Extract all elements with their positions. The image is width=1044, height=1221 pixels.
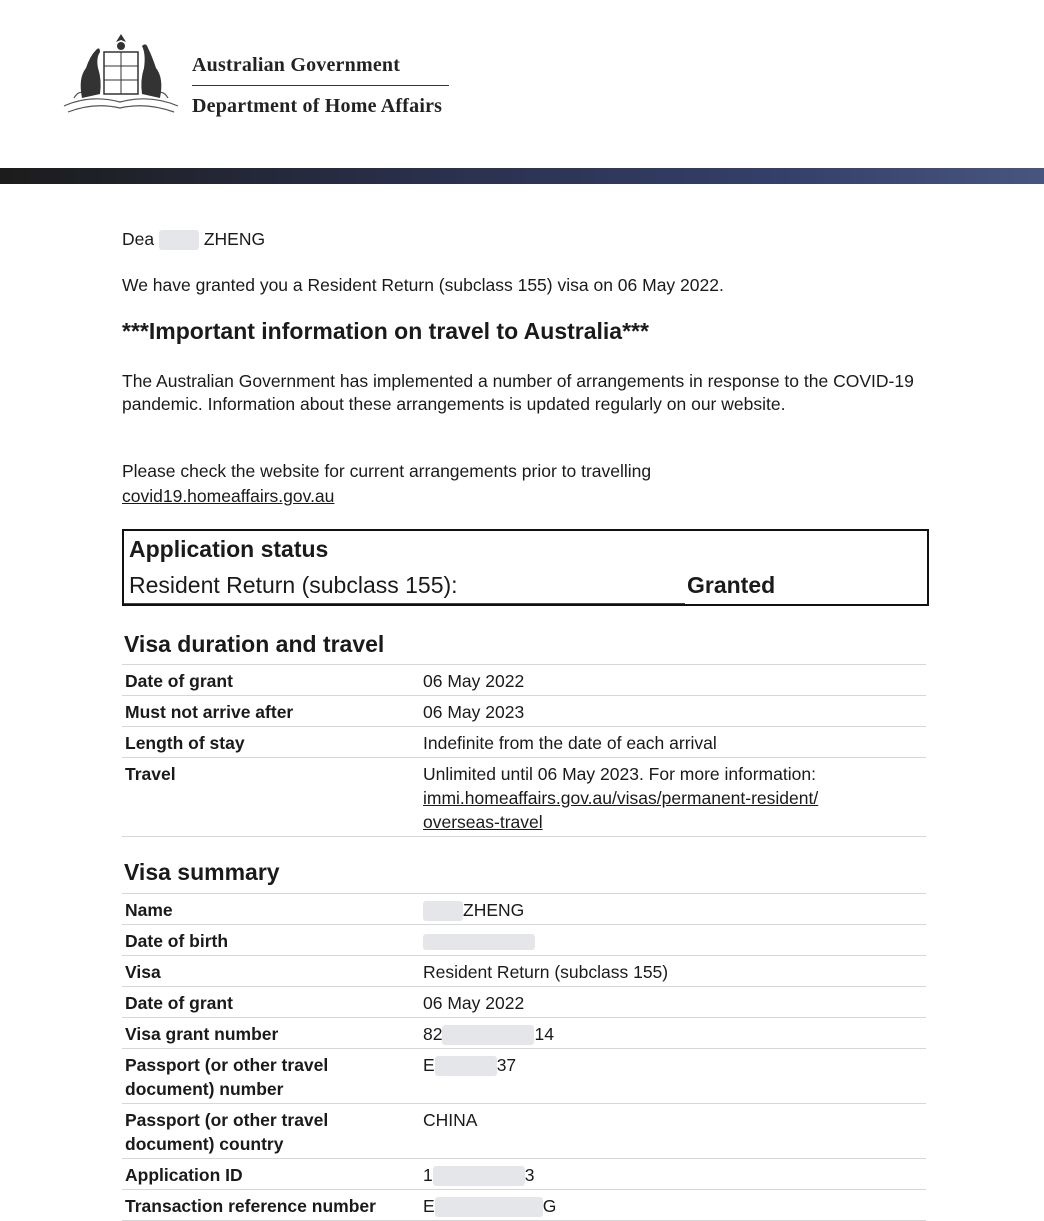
application-status-value: Granted	[687, 572, 776, 598]
visa-duration-title: Visa duration and travel	[124, 631, 385, 657]
government-name: Australian Government	[192, 54, 401, 76]
table-row	[122, 757, 926, 837]
letterhead	[0, 0, 1044, 168]
value-suffix: 37	[496, 1055, 517, 1075]
application-status-visa-type: Resident Return (subclass 155):	[129, 572, 458, 598]
table-row	[122, 955, 926, 986]
redacted-value	[435, 1197, 543, 1217]
agency-name	[192, 54, 449, 118]
redacted-value	[433, 1166, 525, 1186]
value-prefix: E	[423, 1196, 435, 1216]
row-label: Visa grant number	[125, 1024, 279, 1044]
table-row	[122, 1103, 926, 1158]
value-prefix: 1	[423, 1165, 433, 1185]
visa-summary-table	[122, 893, 926, 1221]
salutation	[122, 228, 265, 251]
row-value	[423, 898, 923, 922]
row-label: Application ID	[125, 1165, 243, 1185]
value-suffix: 3	[524, 1165, 535, 1185]
name-value: ZHENG	[463, 900, 525, 920]
grant-notice: We have granted you a Resident Return (subclass 155) visa on 06 May 2022.	[122, 275, 724, 295]
check-website-block	[122, 460, 651, 508]
department-name: Department of Home Affairs	[192, 95, 443, 117]
salutation-prefix: Dea	[122, 229, 155, 249]
table-row	[122, 1158, 926, 1189]
travel-text: Unlimited until 06 May 2023. For more information:	[423, 764, 816, 784]
agency-divider	[192, 85, 449, 86]
table-row	[122, 893, 926, 924]
travel-link-continued[interactable]: overseas-travel	[423, 812, 543, 832]
visa-summary-title: Visa summary	[124, 859, 280, 885]
redacted-value	[435, 1056, 497, 1076]
row-label: Date of grant	[125, 993, 233, 1013]
row-label: Date of grant	[125, 671, 233, 691]
salutation-surname: ZHENG	[203, 229, 266, 249]
row-label: Visa	[125, 962, 161, 982]
row-value: 06 May 2023	[423, 702, 525, 722]
row-label: Must not arrive after	[125, 702, 294, 722]
table-row	[122, 1189, 926, 1221]
value-prefix: 82	[423, 1024, 443, 1044]
row-label: Travel	[125, 764, 176, 784]
covid-link[interactable]: covid19.homeaffairs.gov.au	[122, 486, 335, 506]
table-row	[122, 664, 926, 695]
table-row	[122, 986, 926, 1017]
visa-duration-table	[122, 664, 926, 837]
travel-link[interactable]: immi.homeaffairs.gov.au/visas/permanent-resident/	[423, 788, 819, 808]
redacted-value	[423, 934, 535, 950]
row-value	[423, 1022, 923, 1046]
covid-paragraph: The Australian Government has implemented a number of arrangements in response to the COVID-19 pandemic. Information about these arrangements is updated regularly on our website.	[122, 371, 914, 414]
value-prefix: E	[423, 1055, 435, 1075]
row-value	[423, 1163, 923, 1187]
coat-of-arms-icon	[60, 28, 182, 120]
row-value: 06 May 2022	[423, 671, 525, 691]
check-text: Please check the website for current arrangements prior to travelling	[122, 461, 652, 481]
table-row	[122, 695, 926, 726]
application-status-box	[122, 529, 929, 606]
row-label: Date of birth	[125, 931, 229, 951]
value-suffix: G	[542, 1196, 557, 1216]
table-row	[122, 1048, 926, 1103]
redacted-given-name	[159, 230, 199, 250]
status-underline	[124, 603, 685, 604]
header-band	[0, 168, 1044, 184]
row-value: CHINA	[423, 1110, 478, 1130]
row-value	[423, 1053, 923, 1077]
row-label: Transaction reference number	[125, 1196, 376, 1216]
row-value: Resident Return (subclass 155)	[423, 962, 669, 982]
row-value: 06 May 2022	[423, 993, 525, 1013]
important-heading: ***Important information on travel to Australia***	[122, 318, 649, 344]
value-suffix: 14	[534, 1024, 554, 1044]
table-row	[122, 1017, 926, 1048]
application-status-title: Application status	[129, 536, 329, 562]
row-label: Passport (or other travel document) country	[125, 1110, 329, 1154]
row-value	[423, 1194, 923, 1218]
row-label: Length of stay	[125, 733, 245, 753]
table-row	[122, 726, 926, 757]
row-label: Name	[125, 900, 173, 920]
redacted-value	[442, 1025, 534, 1045]
row-value	[423, 762, 923, 834]
redacted-value	[423, 901, 463, 921]
table-row	[122, 924, 926, 955]
row-label: Passport (or other travel document) number	[125, 1055, 329, 1099]
row-value	[423, 929, 923, 953]
row-value: Indefinite from the date of each arrival	[423, 733, 717, 753]
